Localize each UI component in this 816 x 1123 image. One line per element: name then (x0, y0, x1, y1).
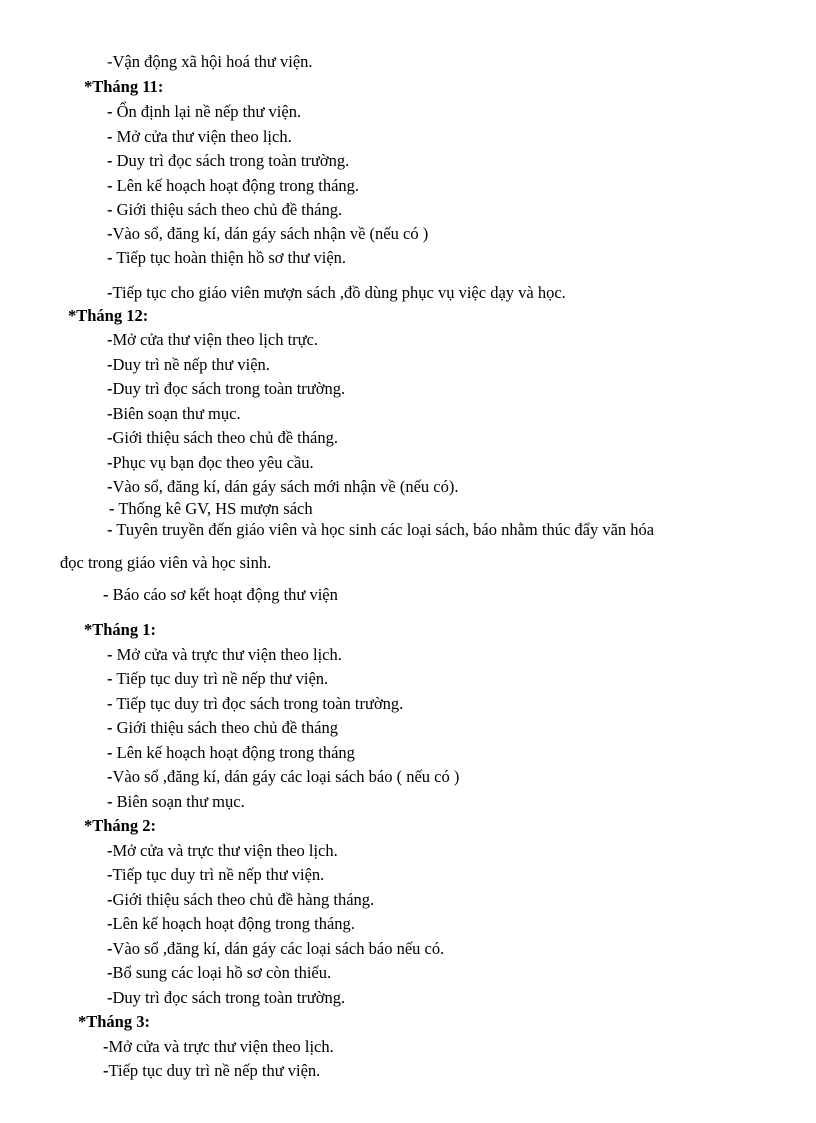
list-item: -Phục vụ bạn đọc theo yêu cầu. (107, 453, 314, 472)
list-item-continuation: đọc trong giáo viên và học sinh. (60, 553, 272, 572)
list-item: -Tiếp tục cho giáo viên mượn sách ,đồ dùng phục vụ việc dạy và học. (107, 283, 566, 302)
intro-line: -Vận động xã hội hoá thư viện. (107, 52, 313, 71)
list-item: - Lên kế hoạch hoạt động trong tháng. (107, 176, 360, 195)
list-item: -Giới thiệu sách theo chủ đề hàng tháng. (107, 890, 375, 909)
list-item: -Vào sổ, đăng kí, dán gáy sách mới nhận về (nếu có). (107, 477, 459, 496)
list-item: - Mở cửa thư viện theo lịch. (107, 127, 292, 146)
list-item: - Ổn định lại nề nếp thư viện. (107, 102, 302, 121)
heading-thang-12: *Tháng 12: (68, 306, 149, 325)
list-item: -Duy trì đọc sách trong toàn trường. (107, 379, 346, 398)
list-item: -Biên soạn thư mục. (107, 404, 241, 423)
list-item: - Biên soạn thư mục. (107, 792, 245, 811)
list-item: -Mở cửa và trực thư viện theo lịch. (107, 841, 338, 860)
list-item: -Bổ sung các loại hồ sơ còn thiếu. (107, 963, 332, 982)
heading-thang-3: *Tháng 3: (78, 1012, 150, 1031)
list-item: -Lên kế hoạch hoạt động trong tháng. (107, 914, 355, 933)
list-item: - Lên kế hoạch hoạt động trong tháng (107, 743, 355, 762)
list-item: - Tiếp tục duy trì đọc sách trong toàn trường. (107, 694, 404, 713)
list-item: -Mở cửa thư viện theo lịch trực. (107, 330, 319, 349)
list-item: - Tuyên truyền đến giáo viên và học sinh các loại sách, báo nhằm thúc đẩy văn hóa (107, 520, 655, 539)
heading-thang-11: *Tháng 11: (84, 77, 164, 96)
list-item: -Tiếp tục duy trì nề nếp thư viện. (107, 865, 325, 884)
list-item: - Duy trì đọc sách trong toàn trường. (107, 151, 350, 170)
list-item: - Giới thiệu sách theo chủ đề tháng. (107, 200, 343, 219)
list-item: - Tiếp tục hoàn thiện hồ sơ thư viện. (107, 248, 347, 267)
heading-thang-2: *Tháng 2: (84, 816, 156, 835)
list-item: -Mở cửa và trực thư viện theo lịch. (103, 1037, 334, 1056)
list-item: -Vào sổ ,đăng kí, dán gáy các loại sách báo nếu có. (107, 939, 445, 958)
list-item: - Báo cáo sơ kết hoạt động thư viện (103, 585, 338, 604)
heading-thang-1: *Tháng 1: (84, 620, 156, 639)
list-item: -Duy trì nề nếp thư viện. (107, 355, 270, 374)
list-item: - Giới thiệu sách theo chủ đề tháng (107, 718, 338, 737)
list-item: -Tiếp tục duy trì nề nếp thư viện. (103, 1061, 321, 1080)
list-item: -Giới thiệu sách theo chủ đề tháng. (107, 428, 338, 447)
list-item: -Vào sổ, đăng kí, dán gáy sách nhận về (nếu có ) (107, 224, 429, 243)
list-item: -Vào sổ ,đăng kí, dán gáy các loại sách báo ( nếu có ) (107, 767, 460, 786)
list-item: - Tiếp tục duy trì nề nếp thư viện. (107, 669, 329, 688)
list-item: - Thống kê GV, HS mượn sách (109, 499, 313, 518)
list-item: -Duy trì đọc sách trong toàn trường. (107, 988, 346, 1007)
list-item: - Mở cửa và trực thư viện theo lịch. (107, 645, 342, 664)
